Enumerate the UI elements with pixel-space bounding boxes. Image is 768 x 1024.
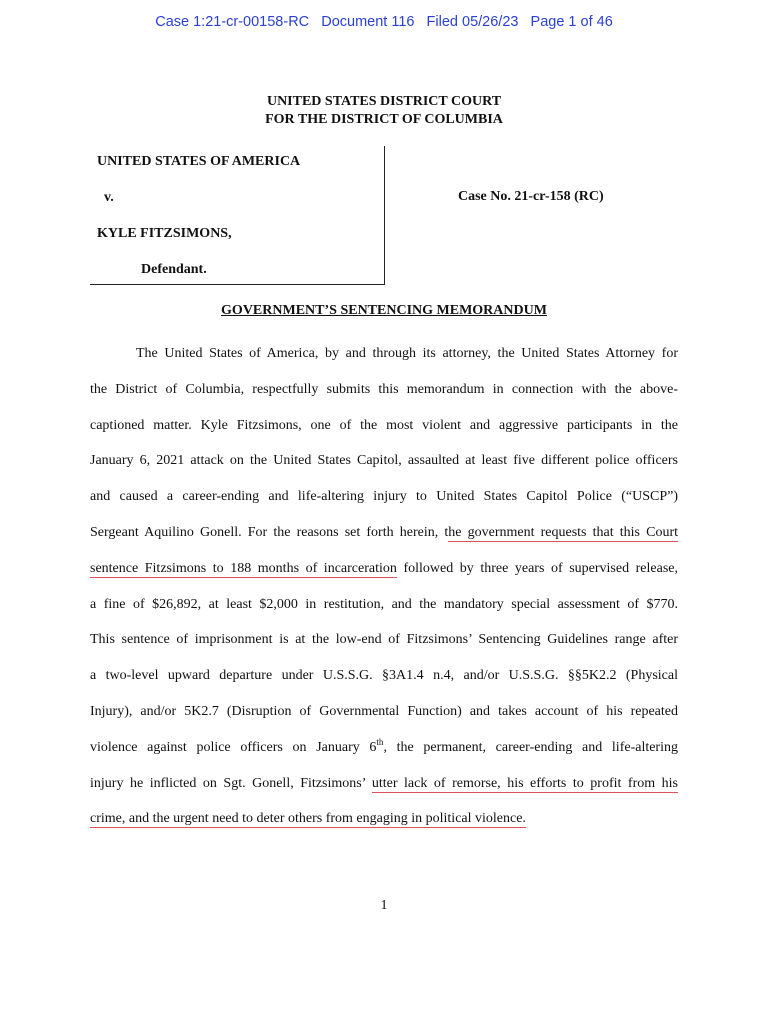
memo-title: GOVERNMENT’S SENTENCING MEMORANDUM — [221, 303, 547, 318]
body-line: The United States of America, by and through its attorney, the United States Attorney for — [136, 346, 678, 361]
body-text-segment: Sergeant Aquilino Gonell. For the reasons set forth herein, t — [90, 524, 449, 540]
body-line — [90, 515, 678, 551]
defendant-role: Defendant. — [141, 262, 207, 277]
case-caption-box — [90, 146, 385, 285]
body-text-segment: followed by three years of supervised release, — [396, 560, 678, 576]
court-name: UNITED STATES DISTRICT COURT — [266, 94, 502, 109]
highlighted-text: utter lack of remorse, his efforts to profit from his — [371, 775, 678, 791]
plaintiff-name: UNITED STATES OF AMERICA — [97, 154, 301, 169]
body-line — [90, 766, 678, 802]
body-line: January 6, 2021 attack on the United States Capitol, assaulted at least five different police officers — [90, 453, 678, 469]
defendant-name: KYLE FITZSIMONS, — [97, 226, 232, 241]
body-line — [90, 551, 678, 587]
body-line: a fine of $26,892, at least $2,000 in restitution, and the mandatory special assessment of $770. — [90, 596, 678, 612]
case-header-stamp: Case 1:21-cr-00158-RC Document 116 Filed 05/26/23 Page 1 of 46 — [155, 14, 613, 30]
highlighted-text: crime, and the urgent need to deter others from engaging in political violence. — [90, 811, 526, 827]
body-text-segment: injury he inflicted on Sgt. Gonell, Fitzsimons’ — [90, 775, 372, 791]
body-text-segment: , the permanent, career-ending and life-altering — [383, 739, 678, 755]
body-line: This sentence of imprisonment is at the low-end of Fitzsimons’ Sentencing Guidelines range after — [90, 632, 678, 648]
body-line — [90, 730, 678, 766]
highlighted-text: he government requests that this Court — [448, 524, 679, 540]
superscript: th — [376, 736, 384, 747]
page-number: 1 — [380, 898, 388, 913]
body-line: and caused a career-ending and life-altering injury to United States Capitol Police (“USCP”) — [90, 489, 678, 505]
body-line — [90, 801, 678, 837]
body-text-segment: violence against police officers on January 6 — [90, 739, 377, 755]
court-district: FOR THE DISTRICT OF COLUMBIA — [265, 112, 503, 127]
case-number: Case No. 21-cr-158 (RC) — [458, 189, 604, 204]
memo-body — [90, 336, 678, 837]
highlighted-text: sentence Fitzsimons to 188 months of incarceration — [90, 560, 397, 576]
body-line: the District of Columbia, respectfully submits this memorandum in connection with the above- — [90, 381, 678, 397]
body-line: captioned matter. Kyle Fitzsimons, one of the most violent and aggressive participants in the — [90, 417, 678, 433]
body-line: a two-level upward departure under U.S.S.G. §3A1.4 n.4, and/or U.S.S.G. §§5K2.2 (Physical — [90, 668, 678, 684]
body-line: Injury), and/or 5K2.7 (Disruption of Governmental Function) and takes account of his repeated — [90, 703, 678, 719]
versus-label: v. — [104, 190, 114, 205]
court-heading — [0, 93, 768, 129]
